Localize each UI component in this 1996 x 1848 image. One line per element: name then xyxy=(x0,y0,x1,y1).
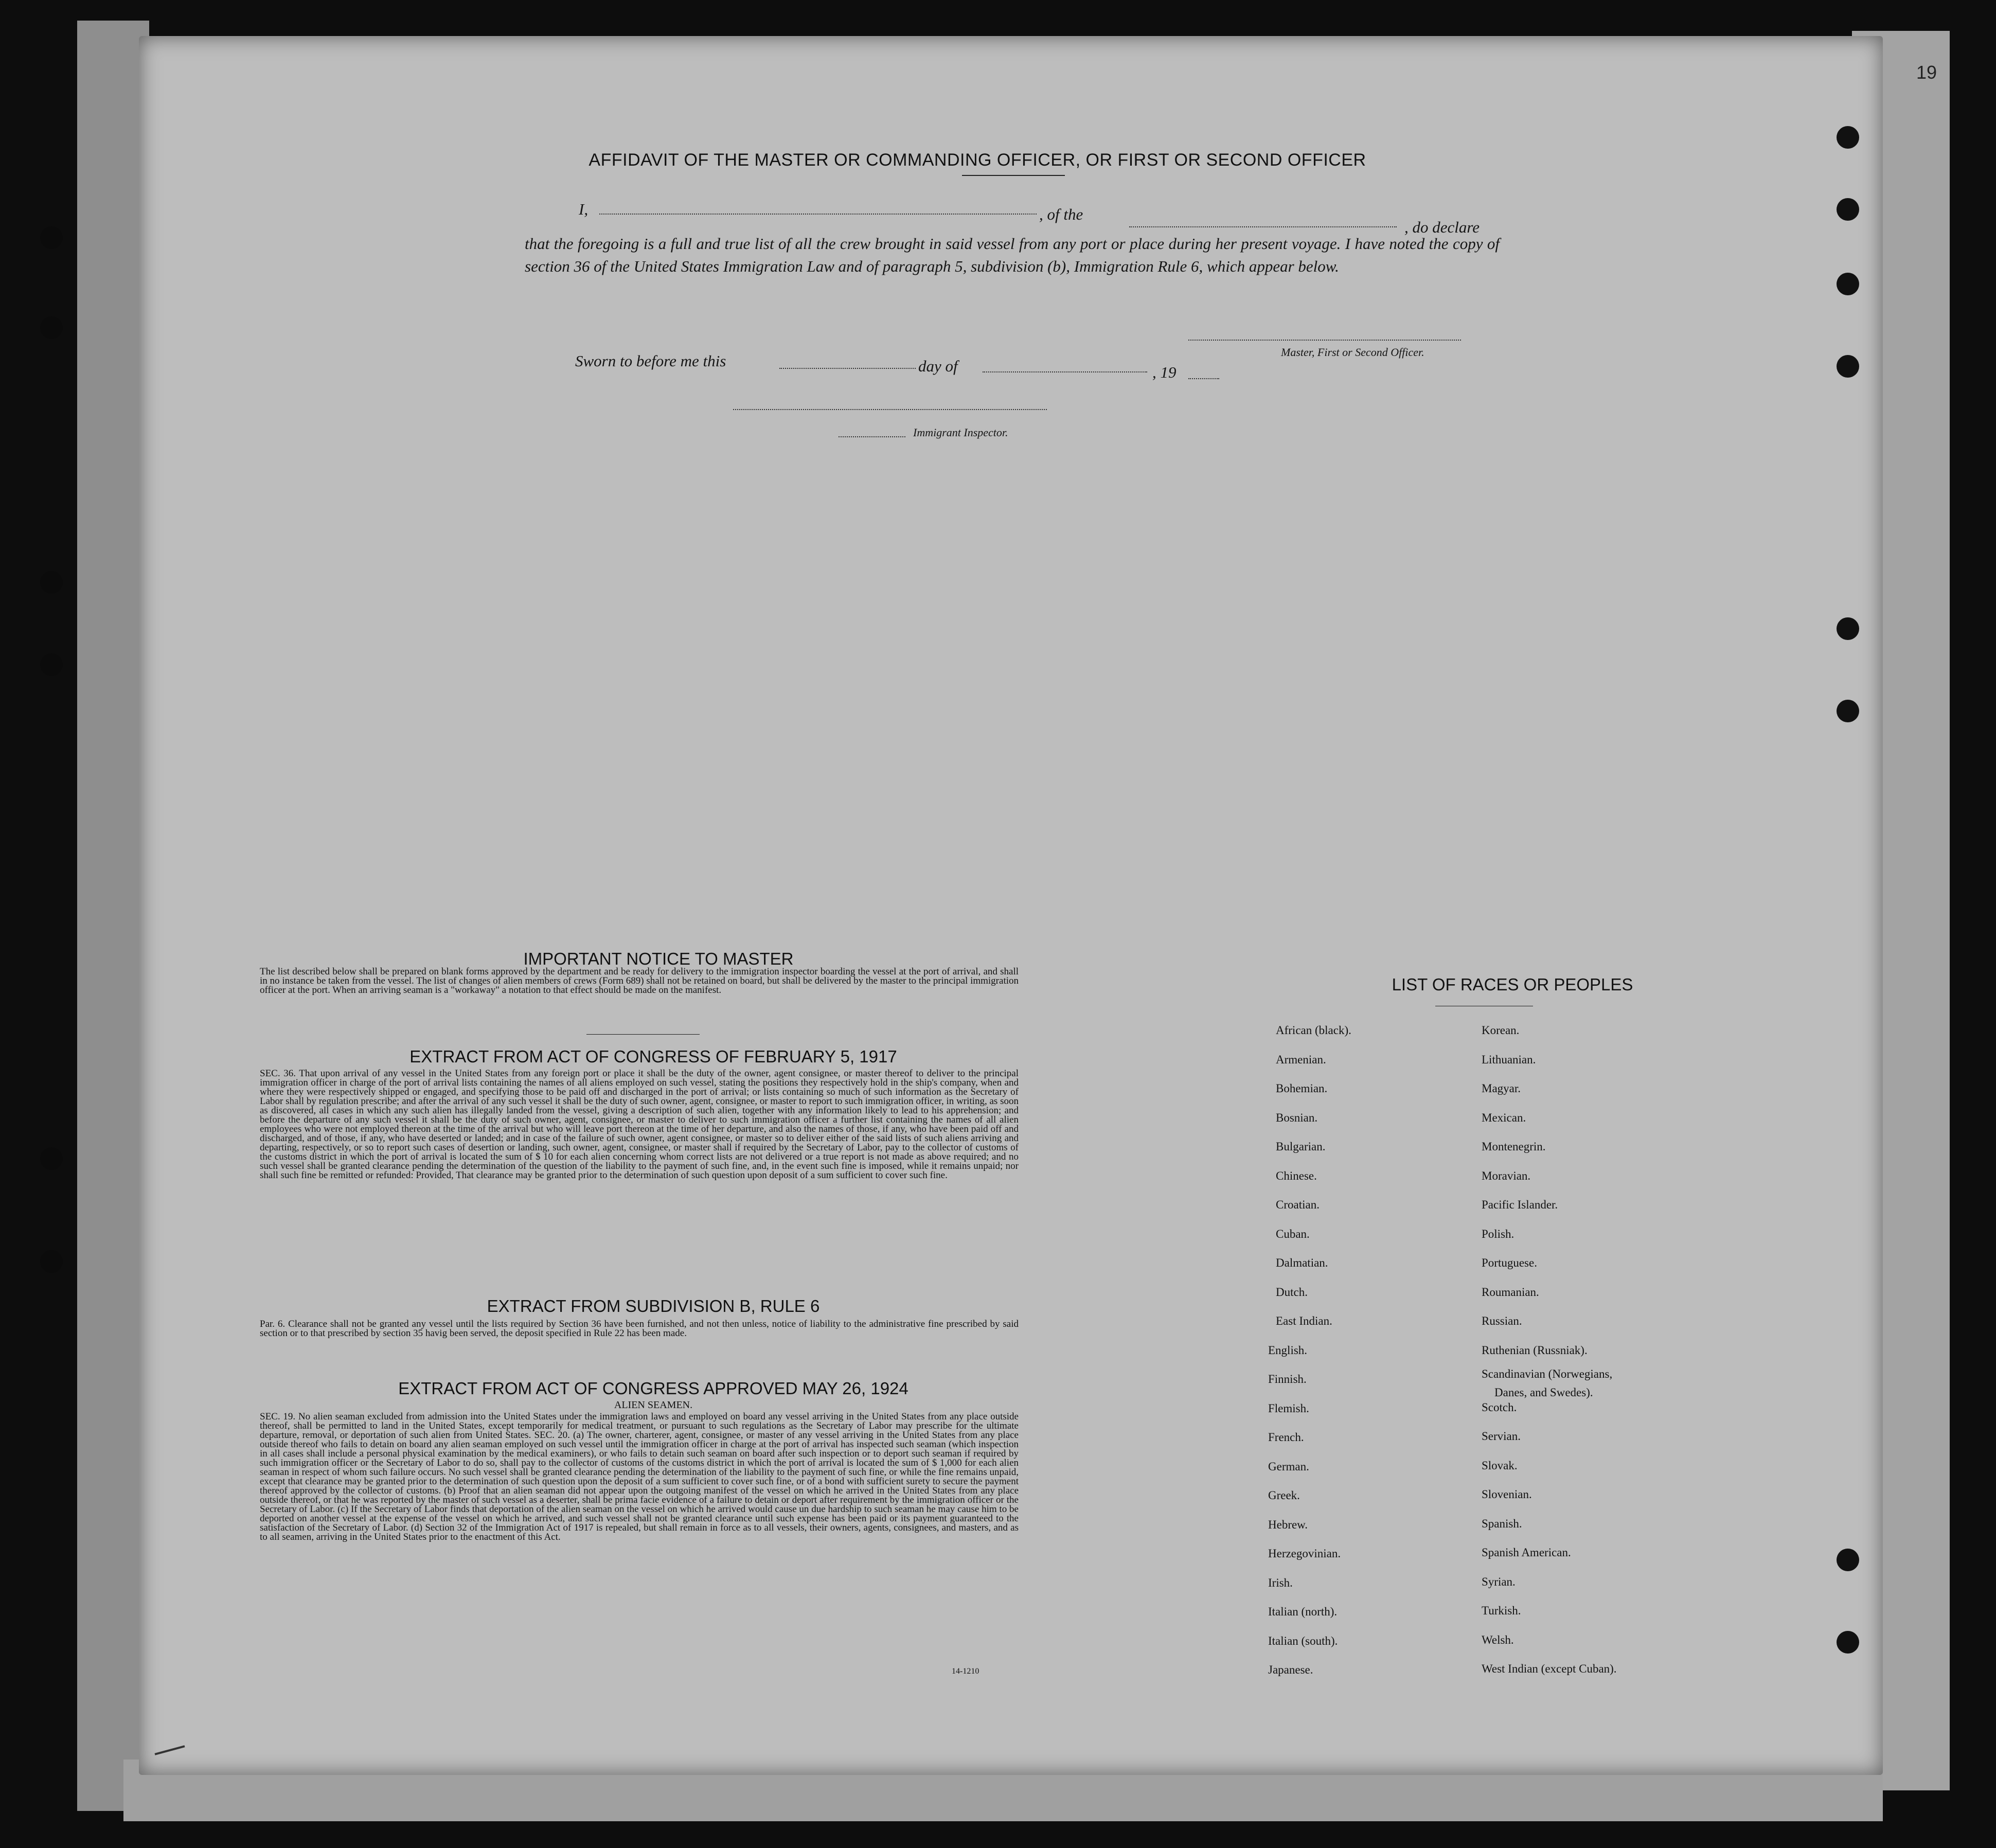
vessel-blank[interactable] xyxy=(1129,226,1397,227)
race-item: Slovenian. xyxy=(1482,1488,1532,1501)
binder-hole xyxy=(1837,126,1859,149)
race-item: Croatian. xyxy=(1276,1198,1320,1211)
race-item: Turkish. xyxy=(1482,1604,1521,1617)
sworn-year-blank[interactable] xyxy=(1188,378,1219,379)
extract-1924-text: SEC. 19. No alien seaman excluded from admission into the United States under the immigration laws and employed on board any vessel arriving in the United States from any place outside thereof, shall be permitted to land in the United States, except temporarily for medical treatment, or pursuant to such regulations as the Secretary of Labor may prescribe for the ultimate departure, removal, or deportation of such alien from United States. SEC. 20. (a) The owner, charterer, agent, consignee, or master of any vessel arriving in the United States from any place outside thereof who fails to detain on board any alien seaman employed on such vessel until the immigration officer in charge at the port of arrival has inspected such seaman (which inspection in all cases shall include a personal physical examination by the medical examiners), or who fails to detain such seaman on board after such inspection or to deport such seaman if required by such immigration officer or the Secretary of Labor to do so, shall pay to the collector of customs of the customs district in which the port of arrival is located the sum of $ 1,000 for each alien seaman in respect of whom such failure occurs. No such vessel shall be granted clearance pending the determination of the liability to the payment of such fine, or while the fine remains unpaid, except that clearance may be granted prior to the determination of such question upon the deposit of a sum sufficient to cover such fine, or of a bond with sufficient surety to secure the payment thereof approved by the collector of customs. (b) Proof that an alien seaman did not appear upon the outgoing manifest of the vessel on which he arrived in the United States from any place outside thereof, or that he was reported by the master of such vessel as a deserter, shall be prima facie evidence of a failure to detain or deport after requirement by the immigration officer or the Secretary of Labor. (c) If the Secretary of Labor finds that deportation of the alien seaman on the vessel on which he arrived would cause un due hardship to such seaman he may cause him to be deported on another vessel at the expense of the vessel on which he arrived, and such vessel shall not be granted clearance until such expense has been paid or its payment guaranteed to the satisfaction of the Secretary of Labor. (d) Section 32 of the Immigration Act of 1917 is repealed, but shall remain in force as to all vessels, their owners, agents, consignees, and masters, and as to all seamen, arriving in the United States prior to the enactment of this Act. xyxy=(260,1411,1019,1542)
race-item: Magyar. xyxy=(1482,1082,1521,1095)
race-item: Danes, and Swedes). xyxy=(1494,1386,1593,1399)
notice-text: The list described below shall be prepared on blank forms approved by the department and be ready for delivery to the immigration inspector boarding the vessel at the port of arrival, and shall in no instance be taken from the vessel. The list of changes of alien members of crews (Form 689) shall not be retained on board, but shall be delivered by the master to the principal immigration officer at the port. When an arriving seaman is a "workaway" a notation to that effect should be made on the manifest. xyxy=(260,966,1019,996)
race-item: Greek. xyxy=(1268,1489,1300,1502)
binder-hole xyxy=(1837,355,1859,378)
page-number: 19 xyxy=(1916,62,1937,83)
race-item: Scandinavian (Norwegians, xyxy=(1482,1367,1613,1380)
extract-1924-title: EXTRACT FROM ACT OF CONGRESS APPROVED MAY 26, 1924 xyxy=(398,1379,908,1398)
race-item: Scotch. xyxy=(1482,1400,1517,1414)
extract-1917-title: EXTRACT FROM ACT OF CONGRESS OF FEBRUARY 5, 1917 xyxy=(409,1047,897,1066)
underlying-page-left xyxy=(77,21,149,1811)
race-item: Herzegovinian. xyxy=(1268,1547,1341,1560)
binder-hole xyxy=(40,653,63,676)
race-item: Bohemian. xyxy=(1276,1082,1328,1095)
alien-seamen-subtitle: ALIEN SEAMEN. xyxy=(614,1399,693,1411)
race-item: Servian. xyxy=(1482,1430,1521,1443)
race-item: Bulgarian. xyxy=(1276,1140,1326,1153)
notice-title: IMPORTANT NOTICE TO MASTER xyxy=(523,949,794,968)
race-item: African (black). xyxy=(1276,1024,1351,1037)
binder-hole xyxy=(1837,198,1859,221)
master-signature-line[interactable] xyxy=(1188,340,1461,341)
sworn-month-blank[interactable] xyxy=(983,371,1147,372)
year-label: , 19 xyxy=(1152,363,1177,381)
inspector-signature-line[interactable] xyxy=(733,409,1047,410)
race-item: West Indian (except Cuban). xyxy=(1482,1662,1617,1675)
binder-hole xyxy=(1837,273,1859,295)
binder-hole xyxy=(1837,1549,1859,1571)
race-item: Russian. xyxy=(1482,1314,1522,1327)
affidavit-i-label: I, xyxy=(579,200,589,218)
race-item: Syrian. xyxy=(1482,1575,1516,1588)
sworn-label: Sworn to before me this xyxy=(575,352,726,370)
race-item: Finnish. xyxy=(1268,1373,1307,1385)
inspector-label: Immigrant Inspector. xyxy=(913,426,1008,439)
binder-hole xyxy=(1837,1631,1859,1654)
race-item: English. xyxy=(1268,1343,1308,1357)
inspector-dots xyxy=(839,436,905,437)
race-item: Flemish. xyxy=(1268,1401,1309,1415)
race-item: Armenian. xyxy=(1276,1053,1326,1066)
affidavit-declare-label: , do declare xyxy=(1404,218,1480,236)
affidavit-title: AFFIDAVIT OF THE MASTER OR COMMANDING OFFICER, OR FIRST OR SECOND OFFICER xyxy=(589,150,1366,170)
race-item: Chinese. xyxy=(1276,1169,1317,1182)
affidavit-of-the-label: , of the xyxy=(1039,205,1083,223)
divider xyxy=(962,175,1065,176)
race-item: Dutch. xyxy=(1276,1285,1308,1299)
race-item: Ruthenian (Russniak). xyxy=(1482,1343,1588,1357)
race-item: German. xyxy=(1268,1460,1309,1473)
binder-hole xyxy=(1837,700,1859,722)
binder-hole xyxy=(40,1250,63,1273)
race-item: East Indian. xyxy=(1276,1314,1332,1327)
rule-6-title: EXTRACT FROM SUBDIVISION B, RULE 6 xyxy=(487,1296,820,1316)
race-item: Spanish American. xyxy=(1482,1546,1571,1559)
master-label: Master, First or Second Officer. xyxy=(1281,346,1424,359)
race-item: Spanish. xyxy=(1482,1517,1522,1530)
race-item: Irish. xyxy=(1268,1576,1293,1589)
race-item: Polish. xyxy=(1482,1227,1514,1240)
race-item: Italian (south). xyxy=(1268,1634,1338,1647)
race-item: Lithuanian. xyxy=(1482,1053,1536,1066)
race-item: Mexican. xyxy=(1482,1111,1526,1124)
binder-hole xyxy=(40,1147,63,1170)
race-item: Montenegrin. xyxy=(1482,1140,1546,1153)
race-item: Korean. xyxy=(1482,1024,1520,1037)
binder-hole xyxy=(40,571,63,594)
race-item: Slovak. xyxy=(1482,1459,1518,1472)
form-number: 14-1210 xyxy=(952,1667,979,1676)
race-item: Japanese. xyxy=(1268,1663,1313,1676)
binder-hole xyxy=(1837,617,1859,640)
race-item: Dalmatian. xyxy=(1276,1256,1328,1269)
race-item: Cuban. xyxy=(1276,1227,1310,1240)
divider xyxy=(586,1034,700,1035)
race-item: Welsh. xyxy=(1482,1633,1514,1646)
race-item: French. xyxy=(1268,1431,1304,1444)
race-item: Roumanian. xyxy=(1482,1285,1539,1299)
race-item: Pacific Islander. xyxy=(1482,1198,1558,1211)
race-item: Italian (north). xyxy=(1268,1605,1338,1618)
affidavit-body: that the foregoing is a full and true list of all the crew brought in said vessel from any port or place during her present voyage. I have noted the copy of section 36 of the United States Immigration Law and of paragraph 5, subdivision (b), Immigration Rule 6, which appear below. xyxy=(525,235,1500,275)
name-blank[interactable] xyxy=(599,214,1037,215)
races-title: LIST OF RACES OR PEOPLES xyxy=(1392,975,1633,994)
binder-hole xyxy=(40,316,63,339)
extract-1917-text: SEC. 36. That upon arrival of any vessel in the United States from any foreign port or place it shall be the duty of the owner, agent consignee, or master thereof to deliver to the principal immigration officer in charge of the port of arrival lists containing the names of all aliens employed on such vessel, stating the positions they respectively hold in the ship's company, when and where they were respectively shipped or engaged, and specifying those to be paid off and discharged in the port of arrival; or lists containing so much of such information as the Secretary of Labor shall by regulation prescribe; and after the arrival of any such vessel it shall be the duty of such owner, agent, consignee, or master to report to such immigration officer, in writing, as soon as discovered, all cases in which any such alien has illegally landed from the vessel, giving a description of such alien, together with any information likely to lead to his apprehension; and before the departure of any such vessel it shall be the duty of such owner, agent, consignee, or master to deliver to such immigration officer a further list containing the names of all alien employees who were not employed thereon at the time of the arrival but who will leave port thereon at the time of her departure, and also the names of those, if any, who have been paid off and discharged, and of those, if any, who have deserted or landed; and in case of the failure of such owner, agent consignee, or master so to deliver either of the said lists of such aliens arriving and departing, respectively, or so to report such cases of desertion or landing, such owner, agent, consignee, or master shall if required by the Secretary of Labor, pay to the collector of customs of the customs district in which the port of arrival is located the sum of $ 10 for each alien concerning whom correct lists are not delivered or a true report is not made as above required; and no such vessel shall be granted clearance pending the determination of the question of the liability to the payment of such fine, and, in the event such fine is imposed, while it remains unpaid; nor shall such fine be remitted or refunded: Provided, That clearance may be granted prior to the determination of such question upon deposit of a sum sufficient to cover such fine. xyxy=(260,1068,1019,1181)
sworn-day-blank[interactable] xyxy=(779,368,916,369)
binder-hole xyxy=(40,226,63,249)
day-of-label: day of xyxy=(918,357,958,375)
race-item: Hebrew. xyxy=(1268,1518,1308,1531)
race-item: Portuguese. xyxy=(1482,1256,1537,1269)
rule-6-text: Par. 6. Clearance shall not be granted any vessel until the lists required by Section 36 have been furnished, and not then unless, notice of liability to the administrative fine prescribed by said section or to that prescribed by section 35 havig been served, the deposit specified in Rule 22 has been made. xyxy=(260,1319,1019,1339)
race-item: Moravian. xyxy=(1482,1169,1531,1182)
race-item: Bosnian. xyxy=(1276,1111,1318,1124)
